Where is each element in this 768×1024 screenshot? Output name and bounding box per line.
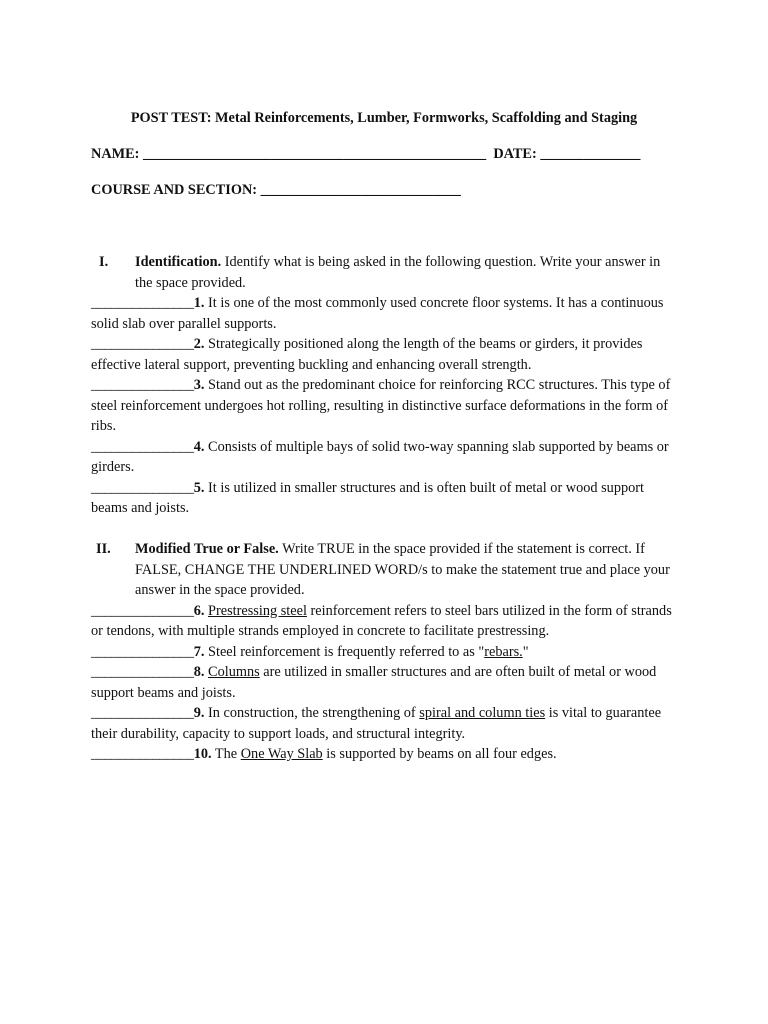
question-item: [91, 601, 681, 642]
question-number: 1.: [193, 295, 205, 311]
question-item: [91, 642, 681, 663]
question-item: [91, 744, 681, 765]
course-section-line: [91, 180, 461, 200]
question-item: [91, 334, 681, 375]
question-number: 8.: [193, 664, 205, 680]
section-numeral: II.: [96, 541, 111, 557]
question-item: [91, 662, 681, 703]
question-item: [91, 703, 681, 744]
question-text-pre: The: [211, 746, 241, 762]
answer-blank[interactable]: _______________: [91, 664, 194, 680]
question-number: 2.: [193, 336, 205, 352]
question-text: Stand out as the predominant choice for reinforcing RCC structures. This type of steel reinforcement undergoes hot rolling, resulting in distinctive surface deformations in the form of ribs.: [91, 377, 671, 434]
name-date-line: [91, 144, 640, 164]
question-text-post: are utilized in smaller structures and are often built of metal or wood support beams and joists.: [91, 664, 657, 701]
section-heading: [91, 252, 681, 293]
answer-blank[interactable]: _______________: [91, 377, 194, 393]
question-text-post: is vital to guarantee their durability, capacity to support loads, and structural integrity.: [91, 705, 662, 742]
question-text: It is one of the most commonly used concrete floor systems. It has a continuous solid slab over parallel supports.: [91, 295, 664, 332]
answer-blank[interactable]: _______________: [91, 746, 194, 762]
answer-blank[interactable]: _______________: [91, 602, 194, 619]
section-instructions: Write TRUE in the space provided if the statement is correct. If FALSE, CHANGE THE UNDERLINED WORD/s to make the statement true and place your answer in the space provided.: [135, 541, 670, 598]
question-text-post: ": [522, 643, 529, 660]
question-item: [91, 293, 681, 334]
question-number: 5.: [193, 479, 205, 496]
question-item: [91, 478, 681, 519]
question-number: 10.: [193, 746, 212, 762]
question-number: 4.: [193, 438, 205, 455]
question-number: 6.: [193, 602, 205, 619]
name-blank: ________________________________________________: [143, 146, 487, 162]
page-title: POST TEST: Metal Reinforcements, Lumber, Formworks, Scaffolding and Staging: [130, 110, 638, 126]
question-text-pre: In construction, the strengthening of: [204, 705, 420, 721]
underlined-term: spiral and column ties: [419, 705, 546, 721]
answer-blank[interactable]: _______________: [91, 295, 194, 311]
course-blank: ____________________________: [260, 182, 461, 198]
underlined-term: rebars.: [484, 643, 523, 660]
course-label: COURSE AND SECTION:: [91, 182, 258, 198]
underlined-term: Prestressing steel: [208, 602, 307, 619]
section-identification: [91, 252, 681, 519]
question-text: Strategically positioned along the length of the beams or girders, it provides effective lateral support, preventing buckling and enhancing overall strength.: [91, 336, 643, 373]
question-item: [91, 375, 681, 437]
question-text-pre: Steel reinforcement is frequently referred to as ": [204, 643, 485, 660]
question-item: [91, 437, 681, 478]
answer-blank[interactable]: _______________: [91, 479, 194, 496]
question-number: 3.: [193, 377, 205, 393]
section-numeral: I.: [99, 254, 109, 270]
answer-blank[interactable]: _______________: [91, 336, 194, 352]
date-label: DATE:: [493, 146, 537, 162]
answer-blank[interactable]: _______________: [91, 643, 194, 660]
answer-blank[interactable]: _______________: [91, 438, 194, 455]
question-text: It is utilized in smaller structures and is often built of metal or wood support beams and joists.: [91, 479, 645, 516]
question-number: 7.: [193, 643, 205, 660]
name-label: NAME:: [91, 146, 140, 162]
underlined-term: Columns: [208, 664, 260, 680]
question-number: 9.: [193, 705, 205, 721]
section-true-or-false: [91, 539, 681, 765]
section-lead: Modified True or False.: [135, 541, 279, 557]
date-blank: ______________: [540, 146, 641, 162]
underlined-term: One Way Slab: [240, 746, 323, 762]
section-lead: Identification.: [135, 254, 222, 270]
section-heading: [91, 539, 681, 601]
answer-blank[interactable]: _______________: [91, 705, 194, 721]
question-text-post: reinforcement refers to steel bars utilized in the form of strands or tendons, with multiple strands employed in concrete to facilitate prestressing.: [91, 602, 672, 639]
section-instructions: Identify what is being asked in the following question. Write your answer in the space provided.: [135, 254, 661, 291]
question-text-post: is supported by beams on all four edges.: [322, 746, 557, 762]
question-text: Consists of multiple bays of solid two-way spanning slab supported by beams or girders.: [91, 438, 669, 475]
